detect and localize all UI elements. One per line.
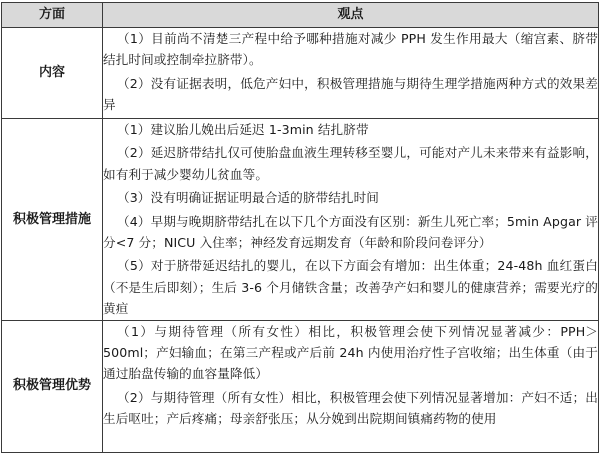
category-active-advantages: 积极管理优势 xyxy=(2,320,103,452)
header-viewpoint: 观点 xyxy=(103,3,599,28)
point-content-1: （1）目前尚不清楚三产程中给予哪种措施对减少 PPH 发生作用最大（缩宫素、脐带结扎时间或控制牵拉脐带）。 xyxy=(103,31,598,68)
points-content xyxy=(103,28,599,119)
category-content: 内容 xyxy=(2,28,103,119)
point-measures-3: （3）没有明确证据证明最合适的脐带结扎时间 xyxy=(117,190,379,206)
points-active-measures xyxy=(103,119,599,321)
point-measures-4: （4）早期与晚期脐带结扎在以下几个方面没有区别：新生儿死亡率；5min Apgar 评分<7 分；NICU 入住率；神经发育远期发育（年龄和阶段问卷评分） xyxy=(103,213,598,251)
point-measures-5: （5）对于脐带延迟结扎的婴儿，在以下方面会有增加：出生体重；24-48h 血红蛋白（不是生后即刻）；生后 3-6 个月储铁含量；改善孕产妇和婴儿的健康营养；需要光疗的黄疸 xyxy=(103,258,598,317)
point-content-2: （2）没有证据表明，低危产妇中，积极管理措施与期待生理学措施两种方式的效果差异 xyxy=(103,75,598,113)
guideline-table xyxy=(1,2,599,453)
header-aspect: 方面 xyxy=(2,3,103,28)
table-row-content xyxy=(2,28,599,119)
points-active-advantages xyxy=(103,320,599,452)
table-row-active-measures xyxy=(2,119,599,321)
point-measures-1: （1）建议胎儿娩出后延迟 1-3min 结扎脐带 xyxy=(117,122,369,137)
point-advantages-1: （1）与期待管理（所有女性）相比，积极管理会使下列情况显著减少：PPH＞500ml；产妇输血；在第三产程或产后前 24h 内使用治疗性子宫收缩；出生体重（由于通过胎盘传输的血容量降低） xyxy=(103,323,598,382)
table-header-row xyxy=(2,3,599,28)
category-active-measures: 积极管理措施 xyxy=(2,119,103,321)
table-row-active-advantages xyxy=(2,320,599,452)
point-advantages-2: （2）与期待管理（所有女性）相比，积极管理会使下列情况显著增加：产妇不适；出生后呕吐；产后疼痛；母亲舒张压；从分娩到出院期间镇痛药物的使用 xyxy=(103,389,598,427)
point-measures-2: （2）延迟脐带结扎仅可使胎盘血液生理转移至婴儿，可能对产儿未来带来有益影响，如有利于减少婴幼儿贫血等。 xyxy=(103,145,598,182)
guideline-table-frame xyxy=(1,2,598,451)
